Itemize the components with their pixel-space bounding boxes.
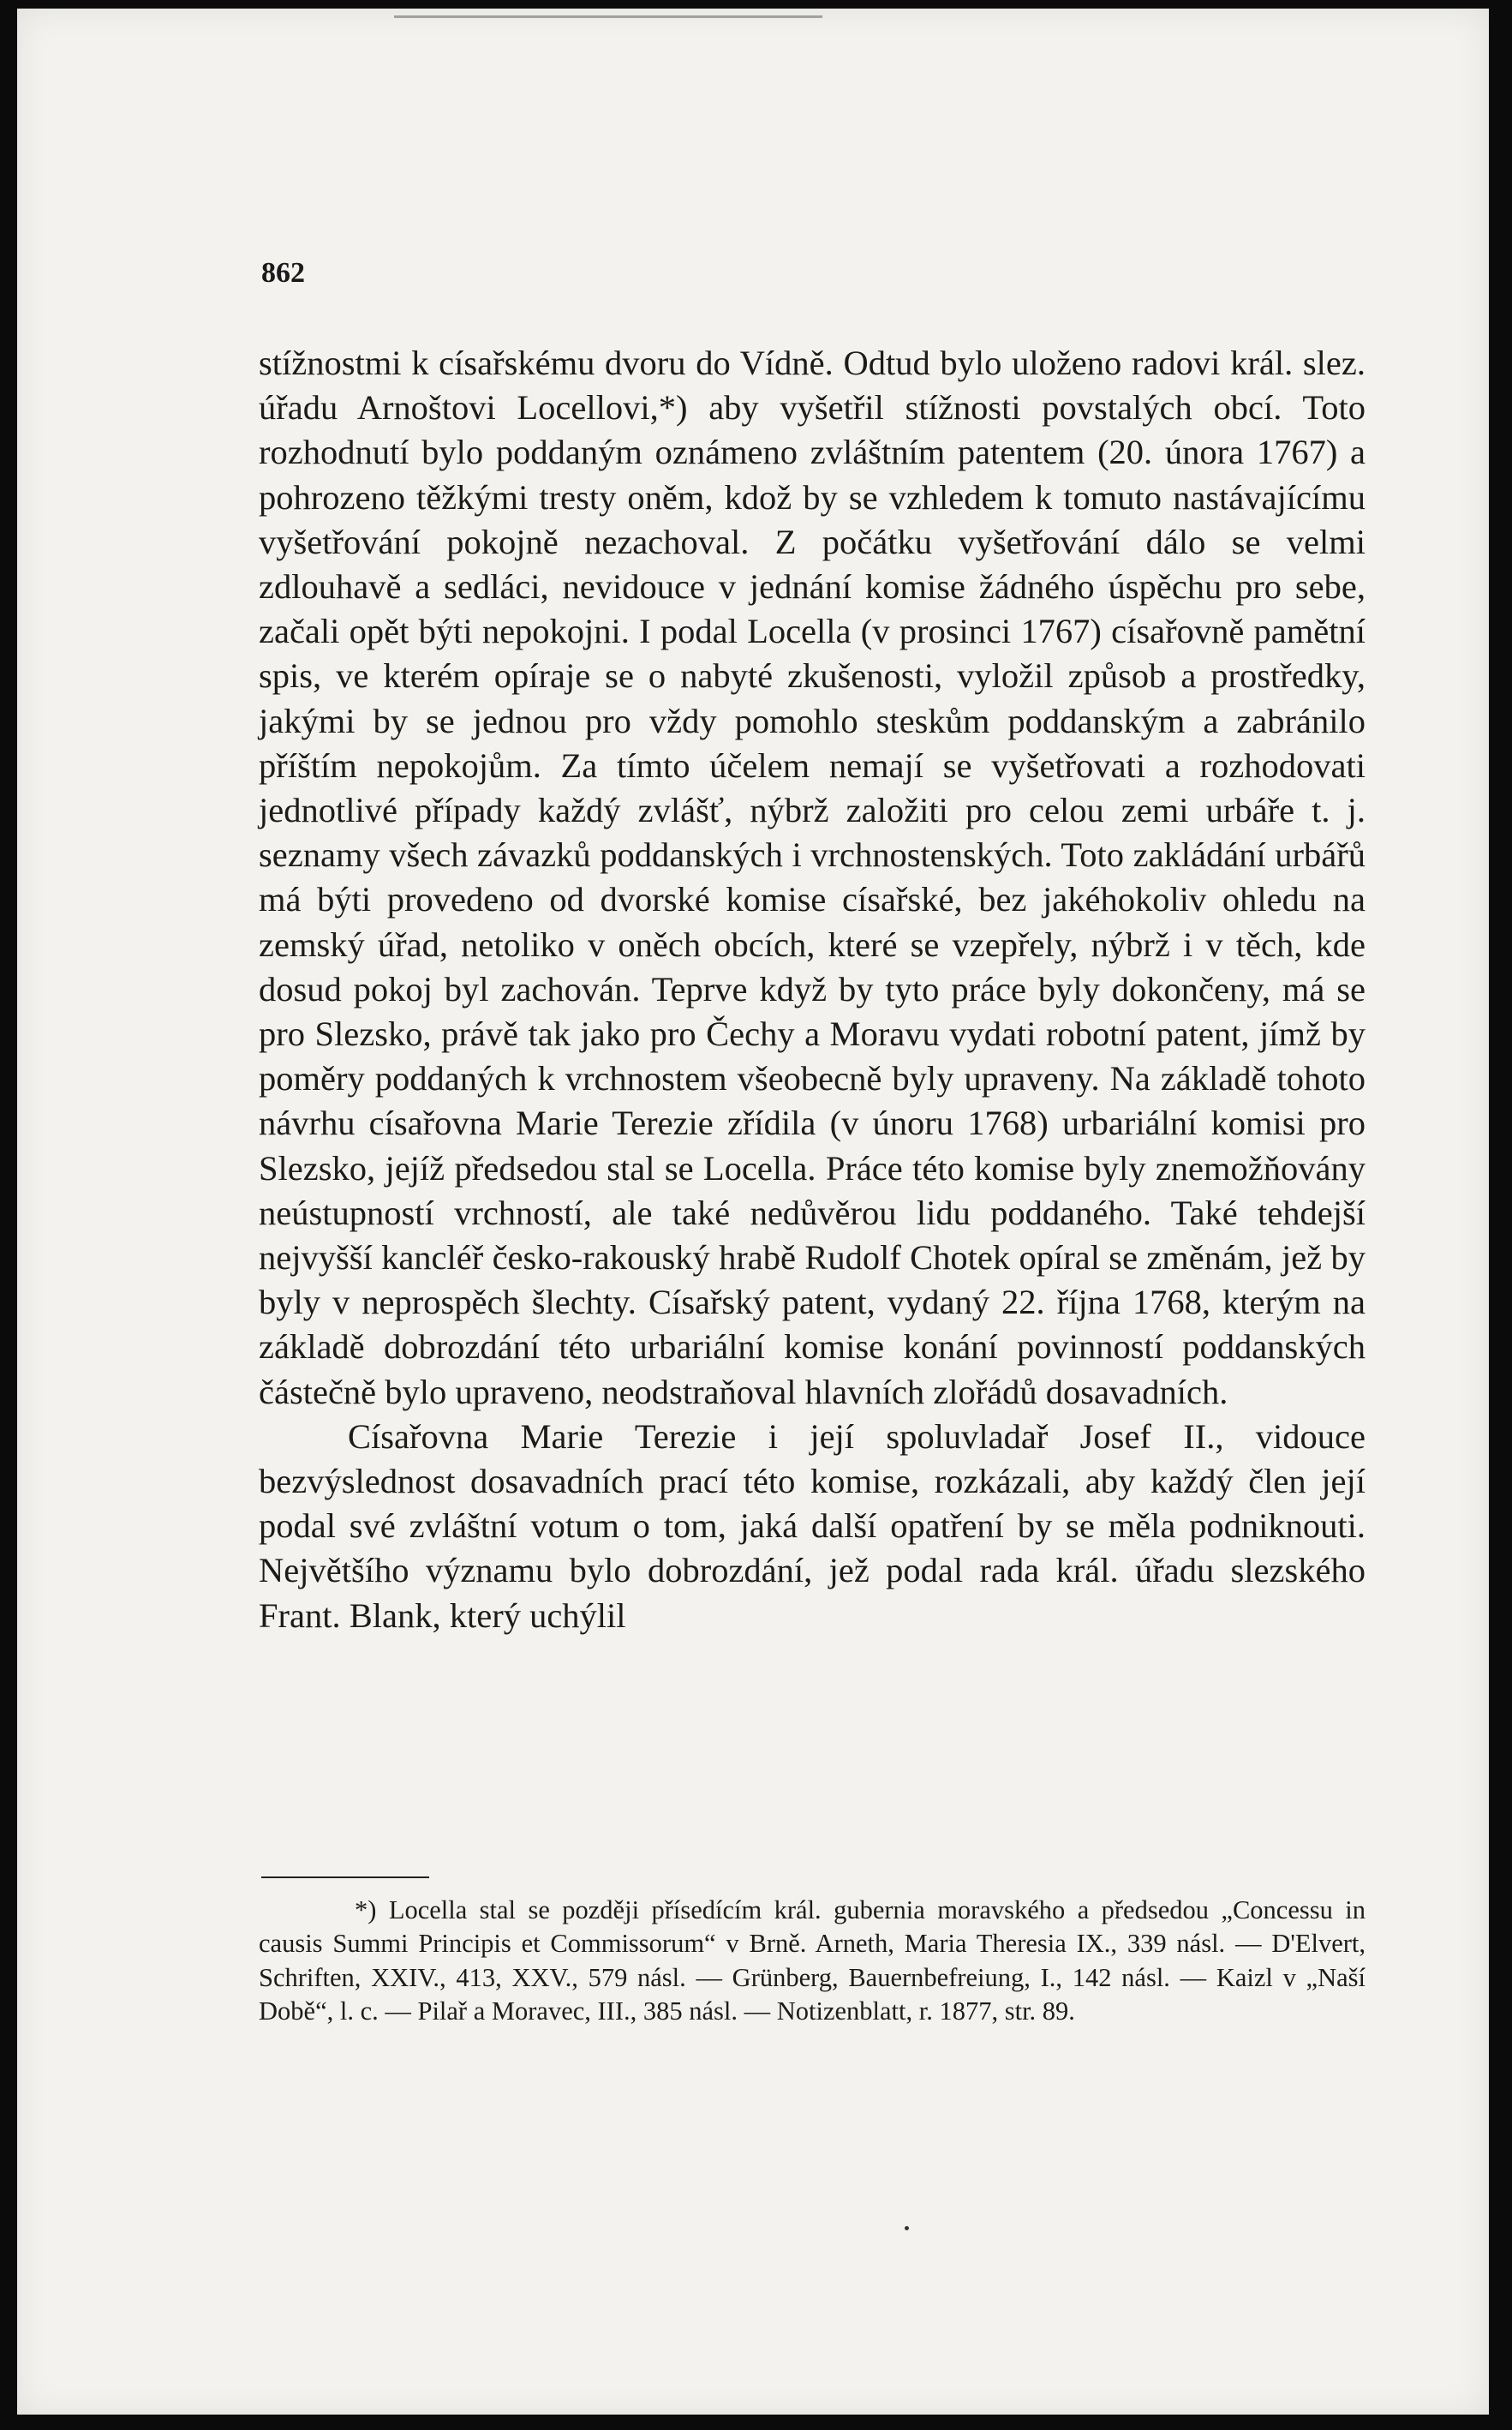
- footnotes: [259, 1894, 1366, 2029]
- paragraph-2: Císařovna Marie Terezie i její spoluvladař Josef II., vidouce bezvýslednost dosavadních prací této komise, rozkázali, aby každý člen její podal své zvláštní votum o tom, jaká další opatření by se měla podniknouti. Největšího významu bylo dobrozdání, jež podal rada král. úřadu slezského Frant. Blank, který uchýlil: [259, 1416, 1366, 1635]
- footnote-divider: [261, 1876, 429, 1878]
- footnote-1: *) Locella stal se později přísedícím král. gubernia moravského a předsedou „Concessu in causis Summi Principis et Commissorum“ v Brně. Arneth, Maria Theresia IX., 339 násl. — D'Elvert, Schriften, XXIV., 413, XXV., 579 násl. — Grünberg, Bauernbefreiung, I., 142 násl. — Kaizl v „Naší Době“, l. c. — Pilař a Moravec, III., 385 násl. — Notizenblatt, r. 1877, str. 89.: [259, 1895, 1366, 2026]
- scanned-page: [17, 9, 1489, 2415]
- scan-speck: [905, 2226, 909, 2230]
- body-text: [259, 341, 1366, 1638]
- page-number: 862: [261, 257, 305, 289]
- scan-edge-mark: [394, 15, 822, 18]
- paragraph-1: stížnostmi k císařskému dvoru do Vídně. Odtud bylo uloženo radovi král. slez. úřadu Arnoštovi Locellovi,*) aby vyšetřil stížnosti povstalých obcí. Toto rozhodnutí bylo poddaným oznámeno zvláštním patentem (20. února 1767) a pohrozeno těžkými tresty oněm, kdož by se vzhledem k tomuto nastávajícímu vyšetřování pokojně nezachoval. Z počátku vyšetřování dálo se velmi zdlouhavě a sedláci, nevidouce v jednání komise žádného úspěchu pro sebe, začali opět býti nepokojni. I podal Locella (v prosinci 1767) císařovně pamětní spis, ve kterém opíraje se o nabyté zkušenosti, vyložil způsob a prostředky, jakými by se jednou pro vždy pomohlo steskům poddanským a zabránilo příštím nepokojům. Za tímto účelem nemají se vyšetřovati a rozhodovati jednotlivé případy každý zvlášť, nýbrž založiti pro celou zemi urbáře t. j. seznamy všech závazků poddanských i vrchnostenských. Toto zakládání urbářů má býti provedeno od dvorské komise císařské, bez jakéhokoliv ohledu na zemský úřad, netoliko v oněch obcích, které se vzepřely, nýbrž i v těch, kde dosud pokoj byl zachován. Teprve když by tyto práce byly dokončeny, má se pro Slezsko, právě tak jako pro Čechy a Moravu vydati robotní patent, jímž by poměry poddaných k vrchnostem všeobecně byly upraveny. Na základě tohoto návrhu císařovna Marie Terezie zřídila (v únoru 1768) urbariální komisi pro Slezsko, jejíž předsedou stal se Locella. Práce této komise byly znemožňovány neústupností vrchností, ale také nedůvěrou lidu poddaného. Také tehdejší nejvyšší kancléř česko-rakouský hrabě Rudolf Chotek opíral se změnám, jež by byly v neprospěch šlechty. Císařský patent, vydaný 22. října 1768, kterým na základě dobrozdání této urbariální komise konání povinností poddanských částečně bylo upraveno, neodstraňoval hlavních zlořádů dosavadních.: [259, 344, 1366, 1411]
